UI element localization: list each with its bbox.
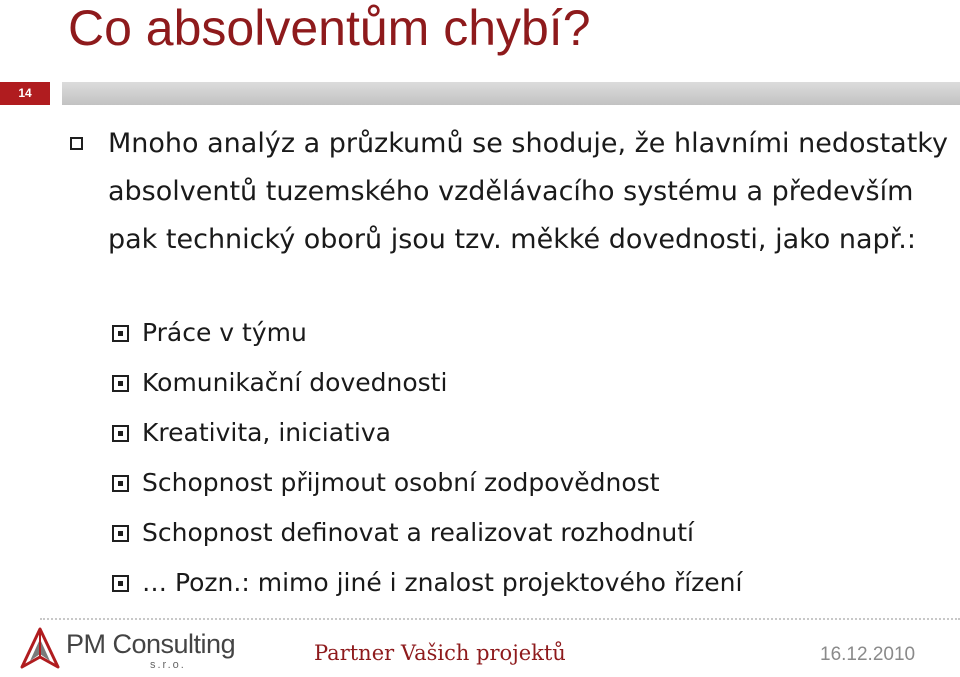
- footer-divider: [40, 618, 960, 620]
- square-bullet-icon: [112, 325, 129, 342]
- square-bullet-icon: [112, 475, 129, 492]
- sub-bullet-text: Schopnost definovat a realizovat rozhodnutí: [142, 518, 695, 547]
- slide-number: 14: [0, 82, 50, 105]
- square-bullet-icon: [112, 425, 129, 442]
- square-bullet-icon: [112, 525, 129, 542]
- title-bar: [62, 82, 960, 105]
- sub-bullet-text: Kreativita, iniciativa: [142, 418, 391, 447]
- square-bullet-icon: [112, 575, 129, 592]
- hollow-square-bullet-icon: [70, 137, 83, 150]
- footer-date: 16.12.2010: [820, 644, 916, 665]
- sub-bullet-text: Schopnost přijmout osobní zodpovědnost: [142, 468, 660, 497]
- main-bullet-text: Mnoho analýz a průzkumů se shoduje, že hlavními nedostatky absolventů tuzemského vzdělávacího systému a především pak technický oborů jsou tzv. měkké dovednosti, jako např.:: [108, 128, 948, 255]
- square-bullet-icon: [112, 375, 129, 392]
- pm-consulting-logo-icon: [20, 627, 60, 671]
- sub-bullet-text: Komunikační dovednosti: [142, 368, 448, 397]
- logo-text: PM Consulting: [66, 629, 236, 659]
- sub-bullet-text: Práce v týmu: [142, 318, 307, 347]
- logo-subtext: s.r.o.: [150, 659, 186, 671]
- sub-bullet-text: … Pozn.: mimo jiné i znalost projektového řízení: [142, 568, 743, 597]
- slide-title: Co absolventům chybí?: [68, 0, 591, 56]
- footer-tagline: Partner Vašich projektů: [314, 641, 566, 665]
